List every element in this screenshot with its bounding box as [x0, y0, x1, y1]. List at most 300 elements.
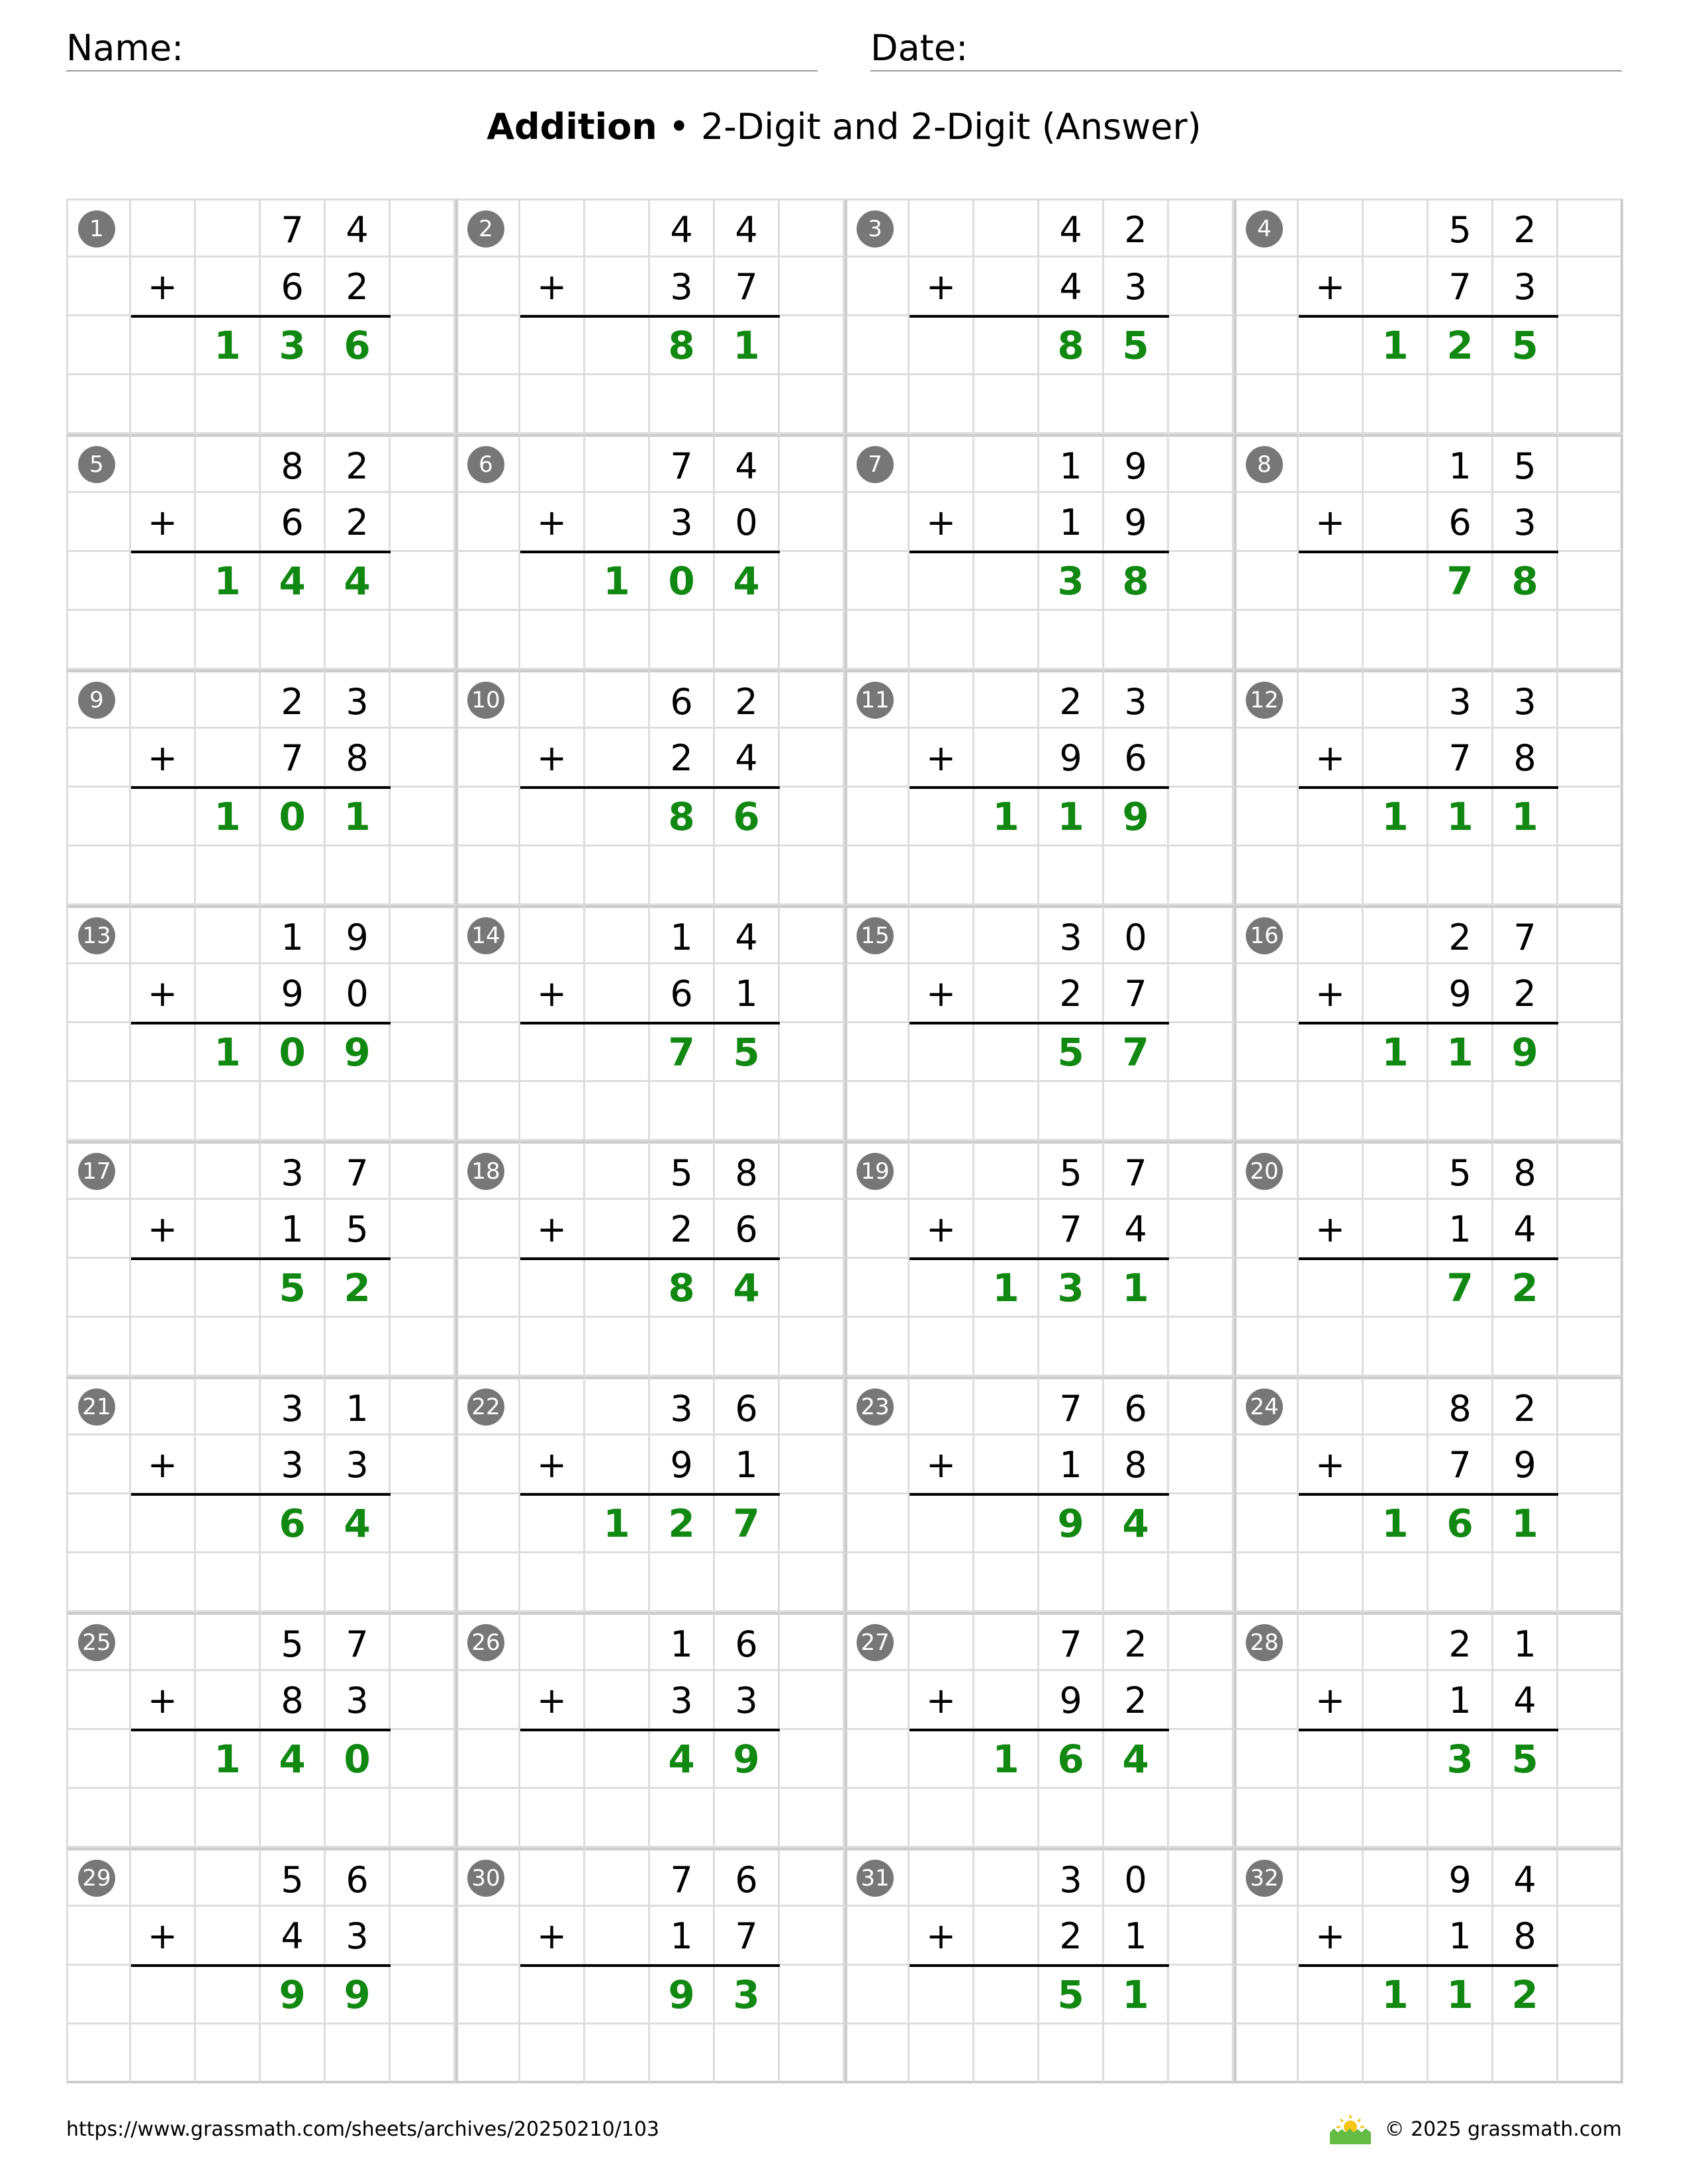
addend-tens: 5: [261, 1848, 326, 1907]
grid-cell: [974, 2025, 1039, 2083]
sum-underline: [1299, 551, 1558, 553]
grid-cell: [650, 1789, 715, 1848]
answer-digit: 0: [326, 1730, 391, 1789]
problem-number-badge: 29: [78, 1860, 115, 1897]
grid-cell: [974, 611, 1039, 670]
grid-cell: [131, 1789, 196, 1848]
answer-digit: 2: [1493, 1259, 1558, 1318]
grid-cell: [326, 611, 391, 670]
grid-cell: [1234, 1789, 1299, 1848]
addend-ones: 5: [1493, 434, 1558, 493]
sum-underline: [520, 1964, 780, 1967]
grid-cell: [131, 611, 196, 670]
grid-cell: [585, 1318, 650, 1377]
grid-cell: [1234, 2025, 1299, 2083]
addend-ones: 2: [1493, 1377, 1558, 1435]
grid-cell: [1429, 846, 1493, 905]
grid-cell: [585, 1435, 650, 1494]
grid-cell: [520, 1789, 585, 1848]
grid-cell: [196, 1789, 261, 1848]
grid-cell: [1558, 1435, 1623, 1494]
grid-cell: [845, 316, 910, 375]
grid-cell: [455, 846, 520, 905]
answer-digit: 7: [1104, 1023, 1169, 1082]
addend2-tens: 3: [650, 257, 715, 316]
sum-underline: [1299, 315, 1558, 318]
grid-cell: [1364, 611, 1429, 670]
addend2-tens: 3: [650, 1671, 715, 1730]
grid-cell: [391, 1730, 455, 1789]
answer-digit: 9: [261, 1966, 326, 2025]
grid-cell: [131, 846, 196, 905]
grid-cell: [780, 846, 845, 905]
grid-cell: [391, 199, 455, 257]
grid-cell: [1364, 199, 1429, 257]
addend-tens: 2: [261, 670, 326, 729]
answer-digit: 3: [1039, 552, 1104, 611]
grid-cell: [1299, 1259, 1364, 1318]
grid-cell: [1364, 1377, 1429, 1435]
sum-underline: [1299, 1257, 1558, 1260]
grid-cell: [1558, 729, 1623, 788]
addend-ones: 7: [326, 1612, 391, 1671]
grid-cell: [1364, 1553, 1429, 1612]
grid-cell: [1364, 257, 1429, 316]
grid-cell: [131, 1318, 196, 1377]
grid-cell: [66, 257, 131, 316]
grid-cell: [391, 1259, 455, 1318]
name-field[interactable]: [66, 25, 818, 71]
answer-digit: 4: [715, 552, 780, 611]
grid-cell: [1558, 1612, 1623, 1671]
grid-cell: [196, 1435, 261, 1494]
grid-cell: [131, 1612, 196, 1671]
grid-cell: [261, 1553, 326, 1612]
plus-sign: +: [131, 964, 196, 1023]
answer-digit: 1: [196, 1730, 261, 1789]
grid-cell: [196, 434, 261, 493]
grid-cell: [650, 846, 715, 905]
grid-cell: [131, 1023, 196, 1082]
addend-ones: 3: [1493, 670, 1558, 729]
grid-cell: [585, 1377, 650, 1435]
grid-cell: [1558, 199, 1623, 257]
grid-cell: [455, 1200, 520, 1259]
grid-cell: [910, 434, 974, 493]
grid-cell: [326, 375, 391, 434]
answer-digit: 1: [1104, 1259, 1169, 1318]
grid-cell: [66, 1435, 131, 1494]
problem-number-badge: 31: [857, 1860, 894, 1897]
grid-cell: [196, 1082, 261, 1141]
grid-cell: [845, 1671, 910, 1730]
grid-cell: [1234, 964, 1299, 1023]
grid-cell: [780, 1671, 845, 1730]
answer-digit: 1: [585, 552, 650, 611]
grid-cell: [845, 729, 910, 788]
problem-number-badge: 24: [1246, 1388, 1283, 1426]
addend-tens: 5: [261, 1612, 326, 1671]
addend-tens: 1: [1039, 434, 1104, 493]
grid-cell: [910, 788, 974, 846]
grid-cell: [131, 1082, 196, 1141]
grid-cell: [1558, 1966, 1623, 2025]
grid-cell: [974, 1377, 1039, 1435]
addend-ones: 2: [1104, 1612, 1169, 1671]
grid-cell: [974, 1671, 1039, 1730]
grid-cell: [585, 1671, 650, 1730]
answer-digit: 0: [650, 552, 715, 611]
grid-cell: [585, 493, 650, 552]
answer-digit: 7: [715, 1494, 780, 1553]
grid-cell: [1104, 611, 1169, 670]
grid-cell: [391, 1553, 455, 1612]
grid-cell: [910, 1730, 974, 1789]
grid-cell: [520, 316, 585, 375]
addend2-tens: 1: [1429, 1907, 1493, 1966]
sum-underline: [520, 1493, 780, 1496]
grid-cell: [455, 729, 520, 788]
grid-cell: [196, 670, 261, 729]
addend2-tens: 6: [261, 257, 326, 316]
addend-tens: 7: [261, 199, 326, 257]
grid-cell: [845, 493, 910, 552]
answer-digit: 1: [1429, 788, 1493, 846]
grid-cell: [845, 375, 910, 434]
grid-cell: [1558, 1494, 1623, 1553]
grid-cell: [1558, 1671, 1623, 1730]
grid-cell: [520, 1848, 585, 1907]
grid-cell: [455, 788, 520, 846]
addend-ones: 6: [715, 1848, 780, 1907]
grid-cell: [455, 1730, 520, 1789]
grid-cell: [1169, 1377, 1234, 1435]
plus-sign: +: [131, 729, 196, 788]
grid-cell: [391, 1318, 455, 1377]
grid-cell: [845, 846, 910, 905]
answer-digit: 2: [1429, 316, 1493, 375]
grid-cell: [1039, 1553, 1104, 1612]
problem-number-badge: 28: [1246, 1624, 1283, 1661]
grid-cell: [520, 2025, 585, 2083]
addend2-ones: 9: [1104, 493, 1169, 552]
grid-cell: [326, 1318, 391, 1377]
problem-grid: [66, 199, 1623, 2083]
grid-cell: [1299, 1966, 1364, 2025]
addend-ones: 2: [326, 434, 391, 493]
grid-cell: [910, 1023, 974, 1082]
answer-digit: 2: [1493, 1966, 1558, 2025]
answer-digit: 5: [261, 1259, 326, 1318]
problem-number-badge: 18: [467, 1153, 504, 1190]
grid-cell: [974, 552, 1039, 611]
answer-digit: 5: [1039, 1023, 1104, 1082]
grid-cell: [1364, 1848, 1429, 1907]
grid-cell: [1364, 434, 1429, 493]
addend2-ones: 1: [715, 964, 780, 1023]
grid-cell: [780, 199, 845, 257]
answer-digit: 8: [650, 788, 715, 846]
addend2-ones: 7: [715, 257, 780, 316]
grid-cell: [650, 2025, 715, 2083]
grid-cell: [261, 1082, 326, 1141]
grid-cell: [715, 375, 780, 434]
answer-digit: 9: [650, 1966, 715, 2025]
grid-cell: [196, 611, 261, 670]
grid-cell: [1169, 1082, 1234, 1141]
grid-cell: [391, 1141, 455, 1200]
grid-cell: [1169, 552, 1234, 611]
plus-sign: +: [910, 493, 974, 552]
grid-cell: [1299, 1141, 1364, 1200]
grid-cell: [974, 1082, 1039, 1141]
answer-digit: 8: [1039, 316, 1104, 375]
problem-number-badge: 1: [78, 210, 115, 248]
problem-number-badge: 2: [467, 210, 504, 248]
plus-sign: +: [520, 1435, 585, 1494]
grid-cell: [1558, 1082, 1623, 1141]
grid-cell: [391, 729, 455, 788]
plus-sign: +: [1299, 1907, 1364, 1966]
addend-ones: 9: [1104, 434, 1169, 493]
grid-cell: [66, 375, 131, 434]
footer-url[interactable]: https://www.grassmath.com/sheets/archives/20250210/103: [66, 2118, 660, 2141]
grid-cell: [910, 905, 974, 964]
grid-cell: [520, 1318, 585, 1377]
addend-ones: 6: [1104, 1377, 1169, 1435]
grid-cell: [1299, 199, 1364, 257]
grid-cell: [520, 1141, 585, 1200]
answer-digit: 7: [650, 1023, 715, 1082]
grid-cell: [66, 493, 131, 552]
grid-cell: [845, 1435, 910, 1494]
grid-cell: [455, 257, 520, 316]
grid-cell: [196, 199, 261, 257]
grid-cell: [1169, 1023, 1234, 1082]
grid-cell: [196, 493, 261, 552]
sum-underline: [131, 551, 391, 553]
grid-cell: [1558, 1318, 1623, 1377]
grid-cell: [131, 1553, 196, 1612]
grid-cell: [196, 905, 261, 964]
grid-cell: [974, 905, 1039, 964]
date-field[interactable]: [870, 25, 1622, 71]
grid-cell: [455, 1082, 520, 1141]
grid-cell: [585, 729, 650, 788]
sum-underline: [910, 1493, 1169, 1496]
grid-cell: [1299, 434, 1364, 493]
answer-digit: 9: [1039, 1494, 1104, 1553]
grid-cell: [974, 1141, 1039, 1200]
addend2-ones: 7: [715, 1907, 780, 1966]
addend2-ones: 7: [1104, 964, 1169, 1023]
problem-number-badge: 21: [78, 1388, 115, 1426]
grid-cell: [1493, 1082, 1558, 1141]
grid-cell: [974, 1789, 1039, 1848]
grid-cell: [326, 1789, 391, 1848]
answer-digit: 9: [715, 1730, 780, 1789]
grid-cell: [1429, 1789, 1493, 1848]
answer-digit: 5: [1104, 316, 1169, 375]
grid-cell: [1169, 1318, 1234, 1377]
grid-cell: [1169, 1907, 1234, 1966]
grid-cell: [1429, 611, 1493, 670]
grid-cell: [1299, 670, 1364, 729]
grid-cell: [1364, 1082, 1429, 1141]
addend2-ones: 6: [715, 1200, 780, 1259]
addend-tens: 1: [650, 1612, 715, 1671]
grid-cell: [585, 434, 650, 493]
grid-cell: [1364, 375, 1429, 434]
grid-cell: [974, 316, 1039, 375]
grid-cell: [1169, 493, 1234, 552]
grid-cell: [780, 1730, 845, 1789]
grid-cell: [585, 1259, 650, 1318]
addend2-tens: 7: [1429, 729, 1493, 788]
grid-cell: [585, 1082, 650, 1141]
grid-cell: [66, 2025, 131, 2083]
grid-cell: [1299, 1553, 1364, 1612]
addend-ones: 2: [1104, 199, 1169, 257]
sum-underline: [1299, 1729, 1558, 1731]
answer-digit: 3: [261, 316, 326, 375]
grid-cell: [650, 1318, 715, 1377]
problem-number-badge: 12: [1246, 682, 1283, 719]
grid-cell: [66, 1259, 131, 1318]
grid-cell: [910, 1377, 974, 1435]
grid-cell: [455, 1318, 520, 1377]
plus-sign: +: [131, 493, 196, 552]
answer-digit: 1: [1364, 1966, 1429, 2025]
grid-cell: [1299, 316, 1364, 375]
sum-underline: [520, 1729, 780, 1731]
addend2-ones: 4: [715, 729, 780, 788]
grid-cell: [974, 257, 1039, 316]
plus-sign: +: [1299, 729, 1364, 788]
answer-digit: 4: [261, 552, 326, 611]
grid-cell: [1558, 1730, 1623, 1789]
grid-cell: [845, 552, 910, 611]
grid-cell: [845, 1259, 910, 1318]
grid-cell: [1234, 316, 1299, 375]
grid-cell: [196, 1200, 261, 1259]
grid-cell: [974, 434, 1039, 493]
addend-ones: 3: [326, 670, 391, 729]
plus-sign: +: [910, 1671, 974, 1730]
name-label: Name:: [66, 27, 184, 69]
grid-cell: [1364, 552, 1429, 611]
answer-digit: 1: [196, 316, 261, 375]
plus-sign: +: [520, 1200, 585, 1259]
grid-cell: [131, 1494, 196, 1553]
answer-digit: 4: [715, 1259, 780, 1318]
answer-digit: 2: [326, 1259, 391, 1318]
answer-digit: 5: [715, 1023, 780, 1082]
grid-cell: [1104, 1789, 1169, 1848]
addend-ones: 4: [715, 434, 780, 493]
grid-cell: [780, 1966, 845, 2025]
grid-cell: [1429, 1553, 1493, 1612]
grid-cell: [1039, 2025, 1104, 2083]
addend-tens: 5: [1429, 1141, 1493, 1200]
grid-cell: [455, 2025, 520, 2083]
grid-cell: [780, 1318, 845, 1377]
grid-cell: [910, 1553, 974, 1612]
grid-cell: [1234, 729, 1299, 788]
grid-cell: [585, 1730, 650, 1789]
grid-cell: [391, 1435, 455, 1494]
grid-cell: [1558, 434, 1623, 493]
grid-cell: [1364, 1789, 1429, 1848]
grid-cell: [1364, 1435, 1429, 1494]
addend2-tens: 1: [1429, 1671, 1493, 1730]
grid-cell: [1558, 257, 1623, 316]
grid-cell: [455, 552, 520, 611]
grid-cell: [1558, 964, 1623, 1023]
grid-cell: [780, 1435, 845, 1494]
addend-ones: 9: [326, 905, 391, 964]
answer-digit: 5: [1493, 316, 1558, 375]
grid-cell: [780, 1612, 845, 1671]
plus-sign: +: [131, 1435, 196, 1494]
grid-cell: [1104, 846, 1169, 905]
sum-underline: [520, 551, 780, 553]
grid-cell: [391, 1907, 455, 1966]
addend-ones: 7: [326, 1141, 391, 1200]
addend-ones: 3: [1104, 670, 1169, 729]
grid-cell: [715, 846, 780, 905]
grid-cell: [974, 1848, 1039, 1907]
grid-cell: [1169, 1259, 1234, 1318]
grid-cell: [585, 1200, 650, 1259]
addend2-tens: 3: [261, 1435, 326, 1494]
grid-cell: [455, 493, 520, 552]
addend2-ones: 2: [326, 257, 391, 316]
grid-cell: [196, 1318, 261, 1377]
answer-digit: 6: [1039, 1730, 1104, 1789]
grid-cell: [520, 434, 585, 493]
grid-cell: [1299, 1789, 1364, 1848]
grid-cell: [1299, 1730, 1364, 1789]
grid-cell: [261, 2025, 326, 2083]
plus-sign: +: [910, 1200, 974, 1259]
grid-cell: [1169, 1435, 1234, 1494]
grid-cell: [585, 1907, 650, 1966]
answer-digit: 1: [1039, 788, 1104, 846]
grid-cell: [520, 1023, 585, 1082]
sum-underline: [520, 315, 780, 318]
grid-cell: [1299, 611, 1364, 670]
grid-cell: [780, 316, 845, 375]
answer-digit: 1: [196, 1023, 261, 1082]
grid-cell: [1169, 788, 1234, 846]
grid-cell: [585, 964, 650, 1023]
grid-cell: [585, 199, 650, 257]
grid-cell: [391, 434, 455, 493]
addend2-ones: 4: [1493, 1200, 1558, 1259]
answer-digit: 9: [1104, 788, 1169, 846]
plus-sign: +: [910, 1435, 974, 1494]
addend-tens: 5: [1429, 199, 1493, 257]
addend2-tens: 1: [650, 1907, 715, 1966]
addend2-tens: 6: [1429, 493, 1493, 552]
addend-tens: 1: [650, 905, 715, 964]
grid-cell: [1558, 1789, 1623, 1848]
grid-cell: [520, 1553, 585, 1612]
addend2-tens: 9: [1039, 1671, 1104, 1730]
grid-cell: [1493, 846, 1558, 905]
grid-cell: [780, 2025, 845, 2083]
